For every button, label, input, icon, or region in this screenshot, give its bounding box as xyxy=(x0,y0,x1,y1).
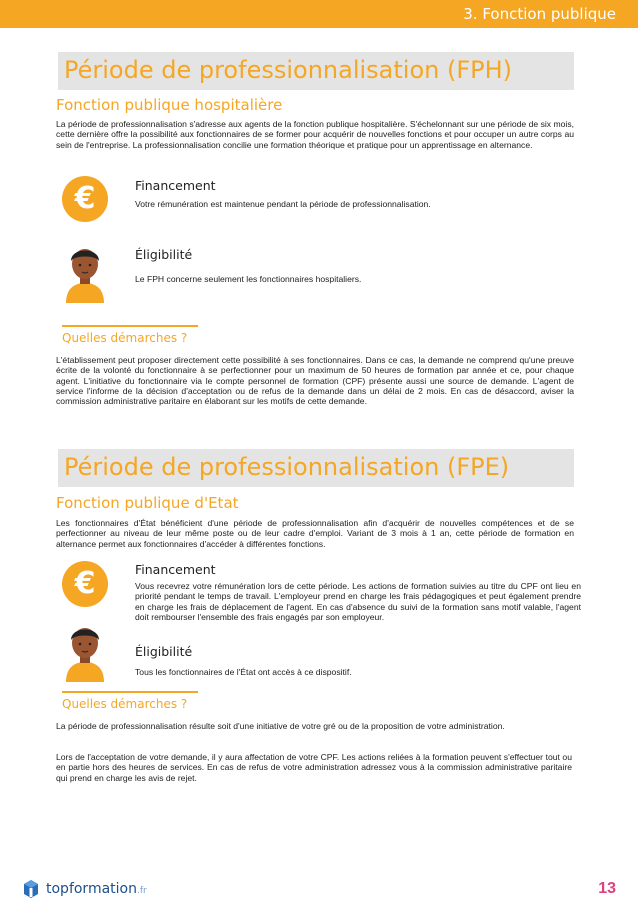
fph-demarches-text: L'établissement peut proposer directement cette possibilité à ses fonctionnaires. Dans ce cas, la demande ne comprend qu'une preuve écrite de la volonté du fonctionnaire à se perfectionner pour un maximum de 50 heures de formation par année et ce, pour chaque agent. L'initiative du fonctionnaire via le compte personnel de formation (CPF) présente aussi une source de demande. L'agent de service l'informe de la décision d'acceptation ou de refus de la demande dans un délai de 2 mois. En cas de désaccord, aviser la commission administrative paritaire en élaborant sur les motifs de cette demande. xyxy=(56,355,574,407)
fph-title: Période de professionnalisation (FPH) xyxy=(64,56,513,84)
fph-intro: La période de professionnalisation s'adresse aux agents de la fonction publique hospitalière. S'échelonnant sur une période de six mois, cette dernière offre la possibilité aux fonctionnaires de se former pour acquérir de nouvelles fonctions et pour occuper un autre corps au sein de l'entreprise. La professionnalisation concilie une formation théorique et pratique pour un apprentissage en alternance. xyxy=(56,119,574,150)
header-bar xyxy=(0,0,638,28)
brand-tld: .fr xyxy=(136,886,147,896)
section-label: 3. Fonction publique xyxy=(463,5,616,23)
fpe-demarches-text-1: La période de professionnalisation résulte soit d'une initiative de votre gré ou de la proposition de votre administration. xyxy=(56,721,505,731)
fpe-demarches-text-2: Lors de l'acceptation de votre demande, il y aura affectation de votre CPF. Les actions reliées à la formation peuvent s'effectuer tout ou en partie hors des heures de services. En cas de refus de votre administration adressez vous à la commission administrative paritaire qui prend en charge les avis de rejet. xyxy=(56,752,572,783)
fpe-subtitle: Fonction publique d'Etat xyxy=(56,494,239,512)
fph-demarches-rule xyxy=(62,325,198,327)
fpe-intro: Les fonctionnaires d'État bénéficient d'une période de professionnalisation afin d'acquérir de nouvelles compétences et de se perfectionner au niveau de leur même poste ou de leur cadre d'emploi. Variant de 3 mois à 1 an, cette période de formation en alternance permet aux fonctionnaires d'accéder à différentes fonctions. xyxy=(56,518,574,549)
fpe-title: Période de professionnalisation (FPE) xyxy=(64,453,510,481)
fpe-eligibilite-text: Tous les fonctionnaires de l'État ont accès à ce dispositif. xyxy=(135,667,352,677)
fph-eligibilite-title: Éligibilité xyxy=(135,247,193,262)
fph-title-banner xyxy=(58,52,574,90)
euro-icon: € xyxy=(62,561,108,607)
fpe-eligibilite-title: Éligibilité xyxy=(135,644,193,659)
fpe-financement-title: Financement xyxy=(135,562,216,577)
fpe-demarches-title: Quelles démarches ? xyxy=(62,697,188,711)
fph-financement-title: Financement xyxy=(135,178,216,193)
fpe-demarches-rule xyxy=(62,691,198,693)
brand-name: topformation xyxy=(46,881,137,897)
fph-eligibilite-text: Le FPH concerne seulement les fonctionnaires hospitaliers. xyxy=(135,274,362,284)
fph-subtitle: Fonction publique hospitalière xyxy=(56,96,283,114)
person-avatar-icon xyxy=(62,622,108,682)
fph-demarches-title: Quelles démarches ? xyxy=(62,331,188,345)
page-number: 13 xyxy=(598,880,616,897)
person-avatar-icon xyxy=(62,243,108,303)
fph-financement-text: Votre rémunération est maintenue pendant la période de professionnalisation. xyxy=(135,199,431,209)
euro-icon: € xyxy=(62,176,108,222)
fpe-title-banner xyxy=(58,449,574,487)
fpe-financement-text: Vous recevrez votre rémunération lors de cette période. Les actions de formation suivies au titre du CPF ont lieu en priorité pendant le temps de travail. L'employeur prend en charge les frais pédagogiques et peut également prendre en charge les frais de déplacement de l'agent. En cas d'absence du suivi de la formation sans motif valable, l'agent doit rembourser l'ensemble des frais engagés par son employeur. xyxy=(135,581,581,622)
logo-mark-icon xyxy=(22,878,40,900)
